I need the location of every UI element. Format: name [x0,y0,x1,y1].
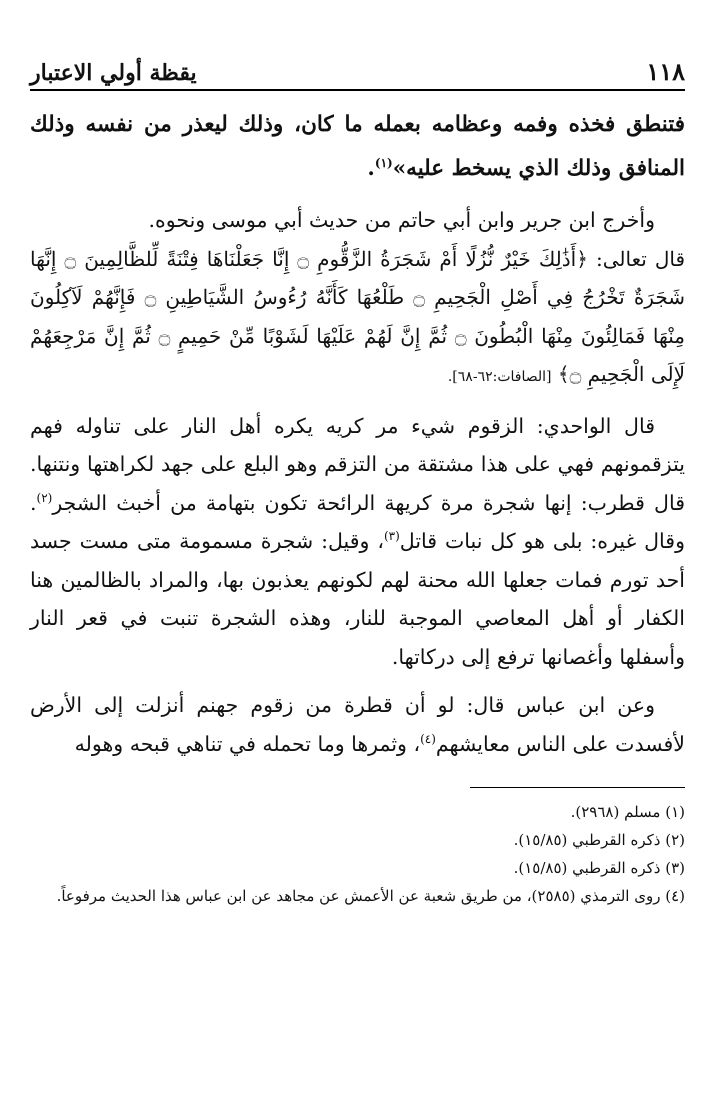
paragraph-wahidi [30,407,685,677]
footnote-2: (٢) ذكره القرطبي (١٥/٨٥). [513,831,685,849]
footnote-ref-4: (٤) [420,731,436,746]
paragraph-period: . [367,156,375,181]
surah-reference: [الصافات:٦٢-٦٨]. [447,369,552,385]
quran-intro: قال تعالى: [595,246,686,271]
footnote-ref-3: (٣) [383,529,400,544]
paragraph-text: ، وقيل: شجرة مسمومة متى مست جسد أحد تورم فمات جعلها الله محنة لهم لكونهم يعذبون بها، والمراد بالظالمين هنا الكفار أو أهل المعاصي الموجبة للنار، وهذه الشجرة تنبت في قعر النار وأسفلها وأغصانها ترفع إلى دركاتها. [30,529,685,669]
paragraph-hadith-end [30,103,685,191]
footnote-ref-1: (١) [374,155,393,170]
footnote-1: (١) مسلم (٢٩٦٨). [570,803,685,821]
quran-verses: ﴿أَذَٰلِكَ خَيْرٌ نُّزُلًا أَمْ شَجَرَةُ الزَّقُّومِ ۝ إِنَّا جَعَلْنَاهَا فِتْنَةً لِّلظَّالِمِينَ ۝ إِنَّهَا شَجَرَةٌ تَخْرُجُ فِي أَصْلِ الْجَحِيمِ ۝ طَلْعُهَا كَأَنَّهُ رُءُوسُ الشَّيَاطِينِ ۝ فَإِنَّهُمْ لَآكِلُونَ مِنْهَا فَمَالِئُونَ مِنْهَا الْبُطُونَ ۝ ثُمَّ إِنَّ لَهُمْ عَلَيْهَا لَشَوْبًا مِّنْ حَمِيمٍ ۝ ثُمَّ إِنَّ مَرْجِعَهُمْ لَإِلَى الْجَحِيمِ ۝﴾ [30,246,685,386]
page-body [30,103,685,763]
book-page [30,52,685,910]
paragraph-text: وعن ابن عباس قال: لو أن قطرة من زقوم جهنم أنزلت إلى الأرض لأفسدت على الناس معايشهم [30,693,685,756]
footnotes [30,798,685,910]
paragraph-quran-quote [30,240,685,397]
paragraph-text: قال الواحدي: الزقوم شيء مر كريه يكره أهل النار على تناوله فهم يتزقمونهم فهي على هذا مشتقة من التزقم وهو البلع على جهد لكراهتها ونتنها. قال قطرب: إنها شجرة مرة كريهة الرائحة تكون بتهامة من أخبث الشجر [30,413,685,515]
page-number: ١١٨ [646,57,685,86]
footnote-ref-2: (٢) [36,490,53,505]
footnote-3: (٣) ذكره القرطبي (١٥/٨٥). [513,859,685,877]
paragraph-text: . وقال غيره: بلى هو كل نبات قاتل [30,490,685,553]
paragraph-text: فتنطق فخذه وفمه وعظامه بعمله ما كان، وذلك ليعذر من نفسه وذلك المنافق وذلك الذي يسخط عليه» [30,112,685,181]
book-title: يقظة أولي الاعتبار [30,60,197,86]
footnote-divider [470,787,685,788]
page-header [30,52,685,91]
footnote-4: (٤) روى الترمذي (٢٥٨٥)، من طريق شعبة عن الأعمش عن مجاهد عن ابن عباس هذا الحديث مرفوعاً. [56,887,685,905]
paragraph-ibn-abbas [30,686,685,763]
paragraph-text: ، وثمرها وما تحمله في تناهي قبحه وهوله [74,731,421,756]
paragraph-ibn-jarir: وأخرج ابن جرير وابن أبي حاتم من حديث أبي موسى ونحوه. [148,208,655,232]
